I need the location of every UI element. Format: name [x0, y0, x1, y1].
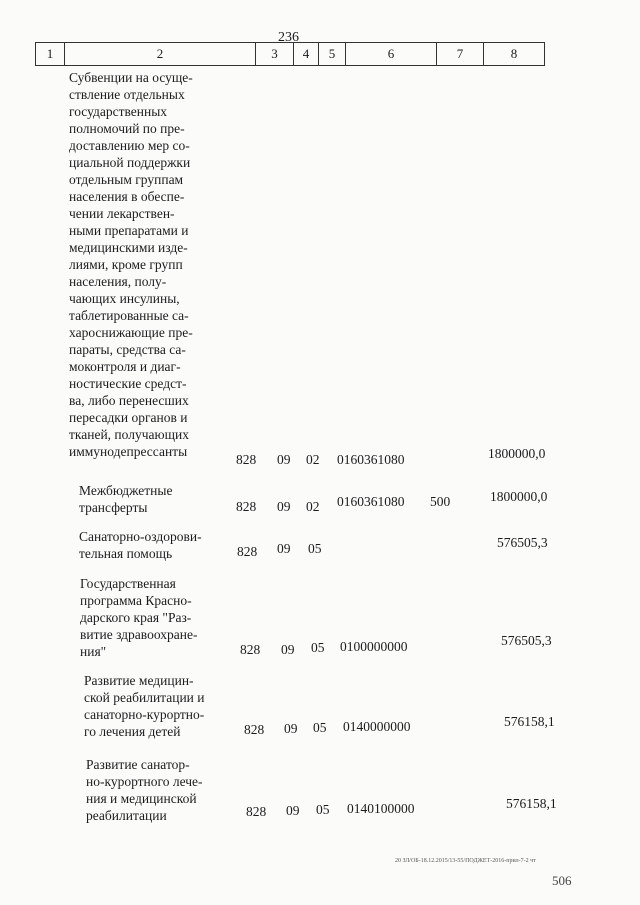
row-csr: 0160361080	[337, 494, 405, 509]
row-vr: 500	[430, 494, 451, 509]
column-header-3: 3	[255, 43, 293, 65]
row-amount: 576158,1	[504, 714, 555, 729]
row-amount: 576505,3	[497, 535, 548, 550]
footer-document-code: 20 ЗЛ/ОБ-18.12.2015/13-55/ПОДЖЕТ-2016-прил-7-2 чт	[395, 858, 536, 864]
column-header-4: 4	[293, 43, 318, 65]
row-ved: 828	[236, 499, 257, 514]
row-pr: 05	[316, 802, 330, 817]
page-number: 236	[278, 30, 299, 45]
row-rz: 09	[286, 803, 300, 818]
row-amount: 576158,1	[506, 796, 557, 811]
row-csr: 0100000000	[340, 639, 408, 654]
row-description: Санаторно-оздорови- тельная помощь	[79, 529, 202, 561]
row-csr: 0160361080	[337, 452, 405, 467]
row-csr: 0140100000	[347, 801, 415, 816]
row-ved: 828	[236, 452, 257, 467]
column-header-5: 5	[318, 43, 345, 65]
row-rz: 09	[281, 642, 295, 657]
row-ved: 828	[240, 642, 261, 657]
column-header-2: 2	[64, 43, 255, 65]
row-amount: 576505,3	[501, 633, 552, 648]
row-rz: 09	[284, 721, 298, 736]
row-amount: 1800000,0	[490, 489, 548, 504]
column-header-1: 1	[46, 46, 54, 61]
sheet-number: 506	[552, 873, 572, 888]
row-ved: 828	[244, 722, 265, 737]
row-description: Субвенции на осуще- ствление отдельных государственных полномочий по пре- доставлению мер со- циальной поддержки отдельным группам населения в обеспе- чении лекарствен- ными препаратами и медицинскими изде- лиями, кроме групп населения, полу- чающих инсулины, таблетированные са- хароснижающие пре- параты, средства са- моконтроля и диаг- ностические средст- ва, либо перенесших пересадки органов и тканей, получающих иммунодепрессанты	[69, 70, 193, 459]
row-rz: 09	[277, 499, 291, 514]
row-pr: 05	[311, 640, 325, 655]
row-amount: 1800000,0	[488, 446, 546, 461]
row-pr: 05	[313, 720, 327, 735]
column-header-8: 8	[483, 43, 544, 65]
row-rz: 09	[277, 452, 291, 467]
row-csr: 0140000000	[343, 719, 411, 734]
column-header-6: 6	[345, 43, 436, 65]
row-ved: 828	[237, 544, 258, 559]
row-description: Развитие медицин- ской реабилитации и санаторно-курортно- го лечения детей	[84, 673, 205, 739]
row-description: Межбюджетные трансферты	[79, 483, 173, 515]
row-pr: 02	[306, 452, 320, 467]
row-pr: 02	[306, 499, 320, 514]
row-pr: 05	[308, 541, 322, 556]
row-ved: 828	[246, 804, 267, 819]
row-description: Развитие санатор- но-курортного лече- ния и медицинской реабилитации	[86, 757, 203, 823]
row-rz: 09	[277, 541, 291, 556]
row-description: Государственная программа Красно- дарского края "Раз- витие здравоохране- ния"	[80, 576, 198, 659]
column-header-7: 7	[436, 43, 483, 65]
